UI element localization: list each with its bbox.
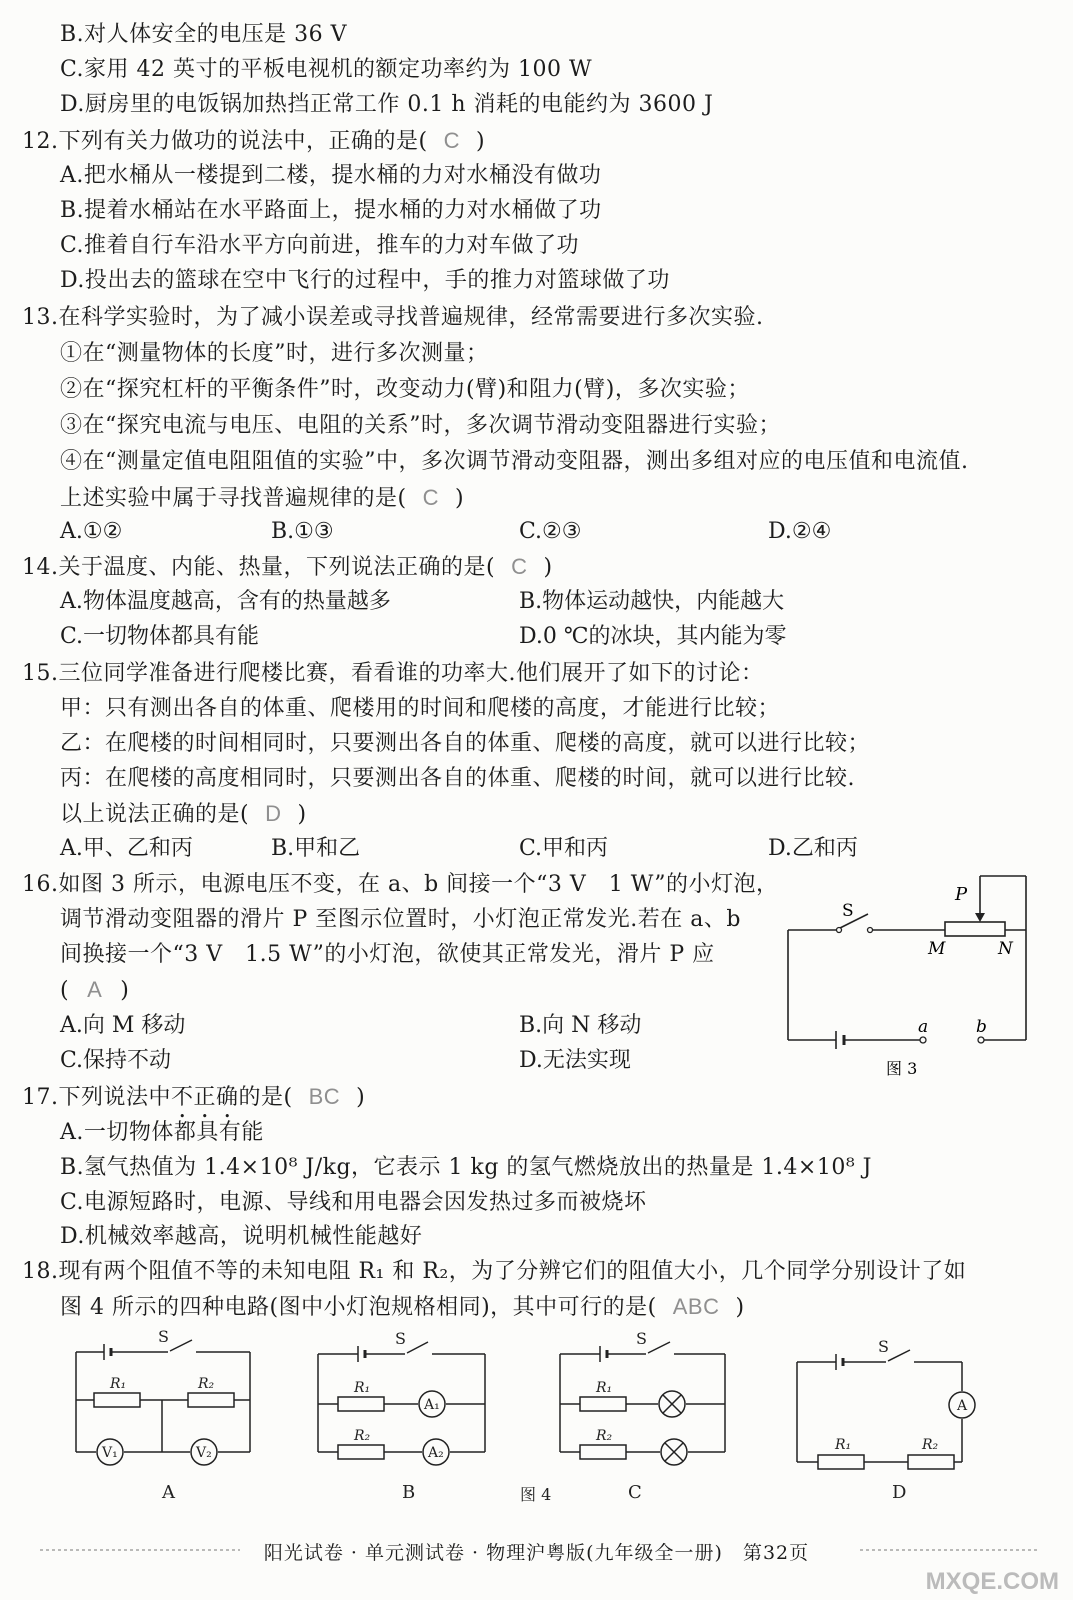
figure-3-caption: 图 3 [886, 1059, 918, 1078]
q15-option-d: D.乙和丙 [768, 836, 858, 861]
q16-line-1: 16.如图 3 所示，电源电压不变，在 a、b 间接一个“3 V 1 W”的小灯泡， [22, 872, 779, 897]
b-switch-label: S [395, 1329, 406, 1348]
q17-option-d: D.机械效率越高，说明机械性能越好 [60, 1224, 423, 1249]
q14-stem: 14.关于温度、内能、热量，下列说法正确的是( C ) [22, 554, 553, 580]
q12-option-a: A.把水桶从一楼提到二楼，提水桶的力对水桶没有做功 [60, 163, 602, 188]
circuit-b-label: B [402, 1482, 416, 1503]
a-voltmeter-1-icon: V₁ [102, 1445, 118, 1461]
q12-answer: C [443, 128, 460, 153]
terminal-a-label: a [918, 1017, 929, 1037]
q13-item-1: ①在“测量物体的长度”时，进行多次测量； [60, 341, 489, 366]
q12-stem: 12.下列有关力做功的说法中，正确的是( C ) [22, 128, 486, 154]
q16-option-d: D.无法实现 [519, 1048, 631, 1073]
circuit-d-label: D [892, 1482, 907, 1503]
q13-option-c: C.②③ [519, 519, 582, 544]
q16-answer: A [87, 977, 103, 1002]
q17-answer: BC [308, 1084, 341, 1109]
d-r1-label: R₁ [835, 1437, 852, 1453]
slider-arrow [975, 913, 985, 922]
c-r2-label: R₂ [596, 1428, 613, 1444]
a-r1-label: R₁ [110, 1376, 127, 1392]
slider-label: P [955, 884, 968, 905]
q16-option-a: A.向 M 移动 [60, 1013, 186, 1038]
figure-4-circuits [60, 1322, 1000, 1512]
q12-option-c: C.推着自行车沿水平方向前进，推车的力对车做了功 [60, 233, 580, 258]
q17-emphasis: 不正确 [171, 1085, 239, 1110]
q17-option-c: C.电源短路时，电源、导线和用电器会因发热过多而被烧坏 [60, 1190, 647, 1215]
q15-answer: D [265, 801, 282, 826]
terminal-b [978, 1037, 984, 1043]
circuit-b [318, 1342, 485, 1465]
q15-option-c: C.甲和丙 [519, 836, 609, 861]
q14-option-b: B.物体运动越快，内能越大 [519, 589, 785, 614]
q13-item-4: ④在“测量定值电阻阻值的实验”中，多次调节滑动变阻器，测出多组对应的电压值和电流值. [60, 449, 969, 474]
end-n-label: N [998, 939, 1013, 959]
d-ammeter-icon: A [957, 1398, 968, 1414]
b-ammeter-1-icon: A₁ [424, 1397, 440, 1413]
page-footer: 阳光试卷 · 单元测试卷 · 物理沪粤版(九年级全一册) 第32页 [263, 1542, 810, 1564]
circuit-a-label: A [162, 1482, 175, 1503]
a-switch-label: S [158, 1327, 169, 1346]
q16-option-c: C.保持不动 [60, 1048, 172, 1073]
d-switch-label: S [878, 1337, 889, 1356]
end-m-label: M [928, 939, 946, 959]
q14-option-d: D.0 ℃的冰块，其内能为零 [519, 624, 787, 649]
q16-line-3: 间换接一个“3 V 1.5 W”的小灯泡，欲使其正常发光，滑片 P 应 [60, 942, 715, 967]
q15-line-jia: 甲：只有测出各自的体重、爬楼用的时间和爬楼的高度，才能进行比较； [60, 696, 781, 721]
q16-line-2: 调节滑动变阻器的滑片 P 至图示位置时，小灯泡正常发光.若在 a、b [60, 907, 741, 932]
rheostat [945, 922, 1005, 936]
q13-ask: 上述实验中属于寻找普遍规律的是( C ) [60, 485, 465, 511]
circuit-c [560, 1342, 725, 1465]
q13-option-d: D.②④ [768, 519, 832, 544]
b-r2-label: R₂ [354, 1428, 371, 1444]
terminal-b-label: b [976, 1017, 987, 1037]
q12-option-d: D.投出去的篮球在空中飞行的过程中，手的推力对篮球做了功 [60, 268, 670, 293]
switch-label: S [842, 901, 854, 921]
q15-line-bing: 丙：在爬楼的高度相同时，只要测出各自的体重、爬楼的时间，就可以进行比较. [60, 766, 855, 791]
q15-option-a: A.甲、乙和丙 [60, 836, 193, 861]
q11-option-b: B.对人体安全的电压是 36 V [60, 22, 348, 47]
terminal-a [920, 1037, 926, 1043]
circuit-d [797, 1350, 975, 1469]
q14-answer: C [511, 554, 528, 579]
c-r1-label: R₁ [596, 1380, 613, 1396]
q15-line-yi: 乙：在爬楼的时间相同时，只要测出各自的体重、爬楼的高度，就可以进行比较； [60, 731, 871, 756]
q18-line-2: 图 4 所示的四种电路(图中小灯泡规格相同)，其中可行的是( ABC ) [60, 1294, 745, 1320]
q14-option-a: A.物体温度越高，含有的热量越多 [60, 589, 391, 614]
q17-option-b: B.氢气热值为 1.4×10⁸ J/kg，它表示 1 kg 的氢气燃烧放出的热量是 1.4×10⁸ J [60, 1155, 872, 1180]
a-r2-label: R₂ [198, 1376, 215, 1392]
d-r2-label: R₂ [922, 1437, 939, 1453]
q18-answer: ABC [672, 1294, 720, 1319]
q17-option-a: A.一切物体都具有能 [60, 1120, 264, 1145]
q15-ask: 以上说法正确的是( D ) [60, 801, 307, 827]
a-voltmeter-2-icon: V₂ [196, 1445, 212, 1461]
watermark: MXQE.COM [925, 1568, 1059, 1595]
q13-option-b: B.①③ [271, 519, 334, 544]
q15-stem: 15.三位同学准备进行爬楼比赛，看看谁的功率大.他们展开了如下的讨论： [22, 661, 764, 686]
q17-stem: 17.下列说法中不正确的是( BC ) [22, 1084, 366, 1110]
circuit-c-label: C [628, 1482, 642, 1503]
c-switch-label: S [636, 1329, 647, 1348]
q13-answer: C [422, 485, 439, 510]
q13-item-3: ③在“探究电流与电压、电阻的关系”时，多次调节滑动变阻器进行实验； [60, 413, 781, 438]
q13-option-a: A.①② [60, 519, 123, 544]
q13-item-2: ②在“探究杠杆的平衡条件”时，改变动力(臂)和阻力(臂)，多次实验； [60, 377, 750, 402]
b-ammeter-2-icon: A₂ [428, 1445, 444, 1461]
q14-option-c: C.一切物体都具有能 [60, 624, 260, 649]
figure-4-caption: 图 4 [520, 1485, 552, 1504]
figure-3-circuit [780, 870, 1040, 1085]
q13-stem: 13.在科学实验时，为了减小误差或寻找普遍规律，经常需要进行多次实验. [22, 305, 764, 330]
b-r1-label: R₁ [354, 1380, 371, 1396]
q11-option-c: C.家用 42 英寸的平板电视机的额定功率约为 100 W [60, 57, 593, 82]
q11-option-d: D.厨房里的电饭锅加热挡正常工作 0.1 h 消耗的电能约为 3600 J [60, 92, 714, 117]
q18-line-1: 18.现有两个阻值不等的未知电阻 R₁ 和 R₂，为了分辨它们的阻值大小，几个同学分别设计了如 [22, 1259, 967, 1284]
q12-option-b: B.提着水桶站在水平路面上，提水桶的力对水桶做了功 [60, 198, 602, 223]
q16-line-4: ( A ) [60, 977, 130, 1003]
q16-option-b: B.向 N 移动 [519, 1013, 642, 1038]
q15-option-b: B.甲和乙 [271, 836, 361, 861]
